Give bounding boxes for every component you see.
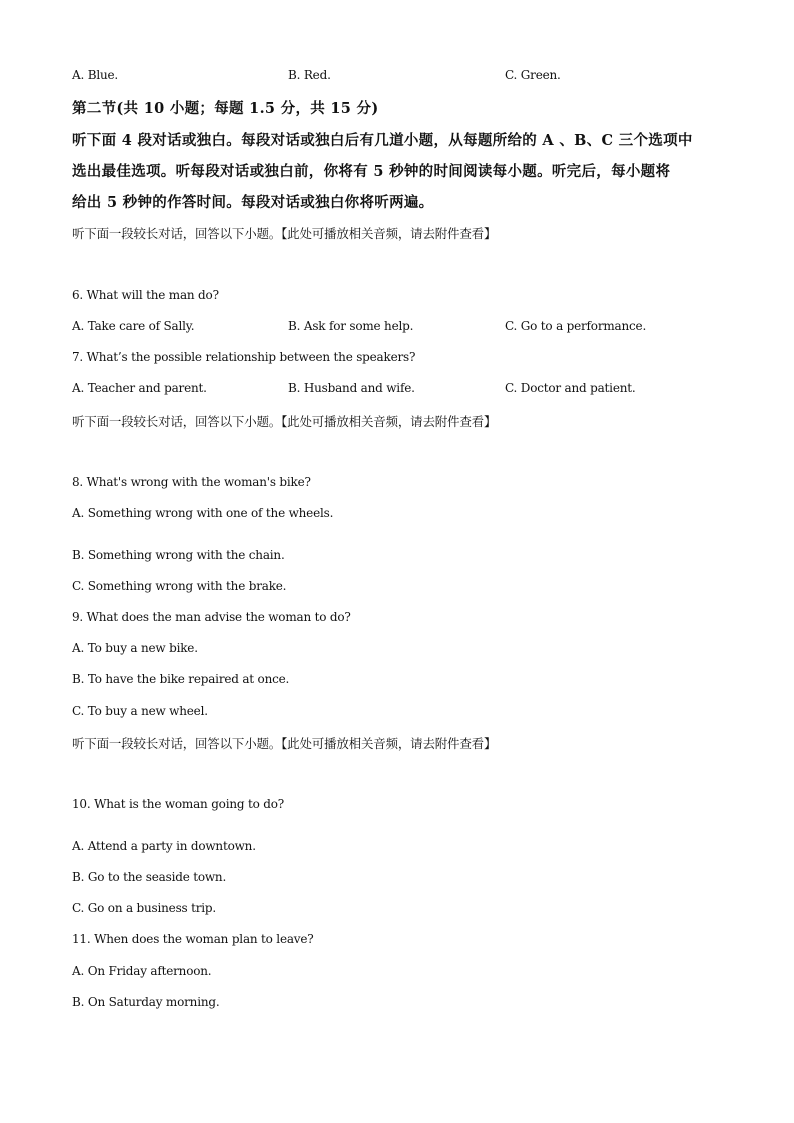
q11-option-b: B. On Saturday morning. bbox=[72, 995, 220, 1009]
option-b: B. Red. bbox=[288, 68, 331, 82]
q9-option-a: A. To buy a new bike. bbox=[72, 641, 198, 655]
option-a: A. Blue. bbox=[72, 68, 118, 82]
q8-option-b: B. Something wrong with the chain. bbox=[72, 548, 285, 562]
q10-option-c: C. Go on a business trip. bbox=[72, 901, 217, 915]
q5-options bbox=[72, 68, 772, 84]
option-c: C. Go to a performance. bbox=[505, 319, 647, 333]
question-6: 6. What will the man do? bbox=[72, 288, 219, 302]
option-a: A. Take care of Sally. bbox=[72, 319, 195, 333]
q8-option-c: C. Something wrong with the brake. bbox=[72, 579, 287, 593]
dialog-intro-2: 听下面一段较长对话，回答以下小题。【此处可播放相关音频，请去附件查看】 bbox=[72, 414, 497, 429]
question-9: 9. What does the man advise the woman to do? bbox=[72, 610, 351, 624]
option-b: B. Ask for some help. bbox=[288, 319, 414, 333]
option-c: C. Green. bbox=[505, 68, 561, 82]
question-10: 10. What is the woman going to do? bbox=[72, 797, 284, 811]
q10-option-a: A. Attend a party in downtown. bbox=[72, 839, 256, 853]
question-11: 11. When does the woman plan to leave? bbox=[72, 932, 314, 946]
q10-option-b: B. Go to the seaside town. bbox=[72, 870, 227, 884]
option-a: A. Teacher and parent. bbox=[72, 381, 207, 395]
section-instructions-line-3: 给出 5 秒钟的作答时间。每段对话或独白你将听两遍。 bbox=[72, 194, 434, 211]
question-7: 7. What’s the possible relationship between the speakers? bbox=[72, 350, 416, 364]
q9-option-b: B. To have the bike repaired at once. bbox=[72, 672, 290, 686]
option-c: C. Doctor and patient. bbox=[505, 381, 636, 395]
dialog-intro-1: 听下面一段较长对话，回答以下小题。【此处可播放相关音频，请去附件查看】 bbox=[72, 226, 497, 241]
dialog-intro-3: 听下面一段较长对话，回答以下小题。【此处可播放相关音频，请去附件查看】 bbox=[72, 736, 497, 751]
q8-option-a: A. Something wrong with one of the wheels. bbox=[72, 506, 334, 520]
q11-option-a: A. On Friday afternoon. bbox=[72, 964, 212, 978]
q7-options bbox=[72, 381, 772, 397]
q6-options bbox=[72, 319, 772, 335]
section-instructions-line-2: 选出最佳选项。听每段对话或独白前，你将有 5 秒钟的时间阅读每小题。听完后，每小题将 bbox=[72, 163, 671, 180]
section-instructions-line-1: 听下面 4 段对话或独白。每段对话或独白后有几道小题，从每题所给的 A 、B、C 三个选项中 bbox=[72, 132, 693, 149]
q9-option-c: C. To buy a new wheel. bbox=[72, 704, 208, 718]
section-title: 第二节(共 10 小题；每题 1.5 分，共 15 分) bbox=[72, 100, 379, 117]
option-b: B. Husband and wife. bbox=[288, 381, 415, 395]
question-8: 8. What's wrong with the woman's bike? bbox=[72, 475, 311, 489]
